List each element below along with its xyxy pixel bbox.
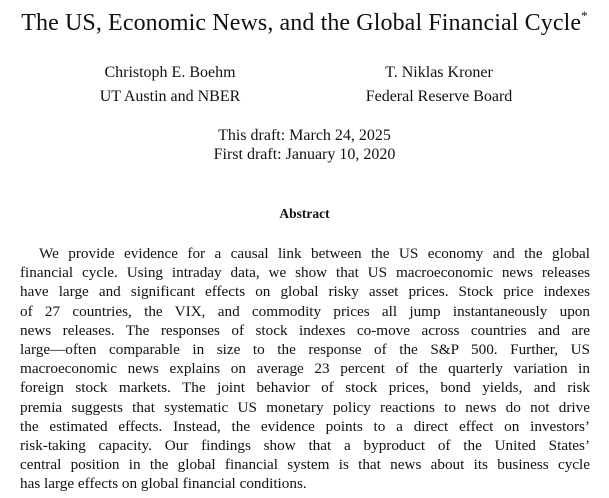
abstract-body [20, 244, 590, 493]
abstract-heading: Abstract [279, 206, 330, 221]
author-name: Christoph E. Boehm [104, 64, 236, 81]
author-block-2 [339, 61, 539, 109]
abstract-line: have large and significant effects on global risky asset prices. Stock price indexes [20, 283, 590, 301]
author-block-1 [70, 61, 270, 109]
abstract-line: We provide evidence for a causal link between the US economy and the global [39, 245, 590, 262]
abstract-line: has large effects on global financial conditions. [20, 475, 307, 493]
author-name: T. Niklas Kroner [385, 64, 493, 81]
abstract-line: macroeconomic news explains on average 23 percent of the quarterly variation in [20, 360, 590, 378]
this-draft-date: This draft: March 24, 2025 [218, 127, 391, 144]
abstract-line: foreign stock markets. The joint behavior of stock prices, bond yields, and risk [20, 379, 590, 397]
abstract-line: news releases. The responses of stock indexes co-move across countries and are [20, 321, 590, 339]
abstract-line: premia suggests that systematic US monetary policy reactions to news do not drive [20, 398, 590, 416]
draft-dates [0, 126, 609, 164]
paper-title [0, 8, 609, 38]
first-draft-date: First draft: January 10, 2020 [213, 146, 396, 163]
abstract-line: of 27 countries, the VIX, and commodity prices all jump instantaneously upon [20, 302, 590, 320]
abstract-line: financial cycle. Using intraday data, we show that US macroeconomic news releases [20, 264, 590, 282]
paper-title-text: The US, Economic News, and the Global Financial Cycle [21, 10, 582, 36]
author-affiliation: UT Austin and NBER [99, 88, 241, 105]
abstract-line: risk-taking capacity. Our findings show that a byproduct of the United States’ [20, 436, 590, 454]
author-affiliation: Federal Reserve Board [365, 88, 513, 105]
title-footnote-mark: * [581, 8, 588, 23]
abstract-line: large—often comparable in size to the response of the S&P 500. Further, US [20, 340, 590, 358]
abstract-line: the estimated effects. Instead, the evidence points to a direct effect on investors’ [20, 417, 590, 435]
abstract-line: central position in the global financial system is that news about its business cycle [20, 456, 590, 474]
